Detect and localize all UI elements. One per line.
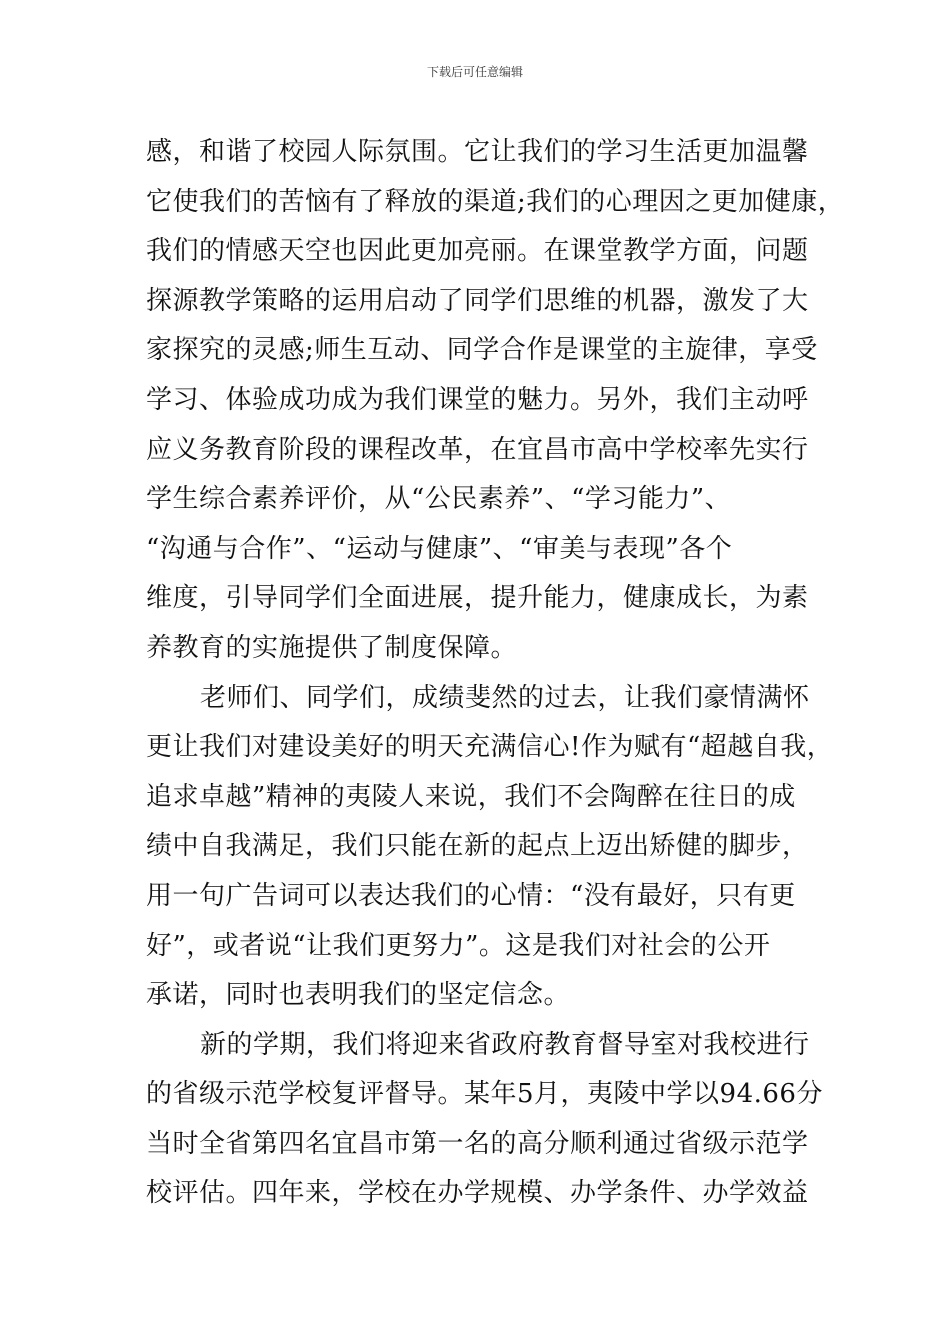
text-line: 老师们、同学们，成绩斐然的过去，让我们豪情满怀 [200,682,810,713]
text-line: 校评估。四年来，学校在办学规模、办学条件、办学效益 [146,1178,809,1209]
text-line: 的省级示范学校复评督导。某年5月，夷陵中学以94.66分 [146,1079,823,1110]
text-line: 感，和谐了校园人际氛围。它让我们的学习生活更加温馨 [146,137,809,167]
text-line: “沟通与合作”、“运动与健康”、“审美与表现”各个 [146,533,733,564]
text-line: 绩中自我满足，我们只能在新的起点上迈出矫健的脚步， [146,831,809,862]
text-line: 好”，或者说“让我们更努力”。这是我们对社会的公开 [146,930,771,961]
text-line: 追求卓越”精神的夷陵人来说，我们不会陶醉在往日的成 [146,781,796,812]
paragraph-3 [146,1021,823,1219]
text-line: 养教育的实施提供了制度保障。 [146,632,518,663]
paragraph-1 [146,128,845,674]
text-line: 应义务教育阶段的课程改革，在宜昌市高中学校率先实行 [146,434,809,465]
text-line: 用一句广告词可以表达我们的心情：“没有最好，只有更 [146,880,796,911]
text-line: 它使我们的苦恼有了释放的渠道;我们的心理因之更加健康， [146,186,845,217]
paragraph-2 [146,674,834,1021]
text-line: 更让我们对建设美好的明天充满信心!作为赋有“超越自我， [146,732,834,763]
page-header: 下载后可任意编辑 [426,65,523,79]
document-body [146,128,845,1219]
text-line: 探源教学策略的运用启动了同学们思维的机器，激发了大 [146,285,809,316]
text-line: 承诺，同时也表明我们的坚定信念。 [146,980,571,1011]
text-line: 家探究的灵感;师生互动、同学合作是课堂的主旋律，享受 [146,335,818,366]
text-line: 学生综合素养评价，从“公民素养”、“学习能力”、 [146,484,732,515]
text-line: 新的学期，我们将迎来省政府教育督导室对我校进行 [200,1029,810,1060]
text-line: 当时全省第四名宜昌市第一名的高分顺利通过省级示范学 [146,1128,809,1159]
text-line: 维度，引导同学们全面进展，提升能力，健康成长，为素 [146,583,809,614]
text-line: 我们的情感天空也因此更加亮丽。在课堂教学方面，问题 [146,236,809,267]
text-line: 学习、体验成功成为我们课堂的魅力。另外，我们主动呼 [146,384,809,415]
